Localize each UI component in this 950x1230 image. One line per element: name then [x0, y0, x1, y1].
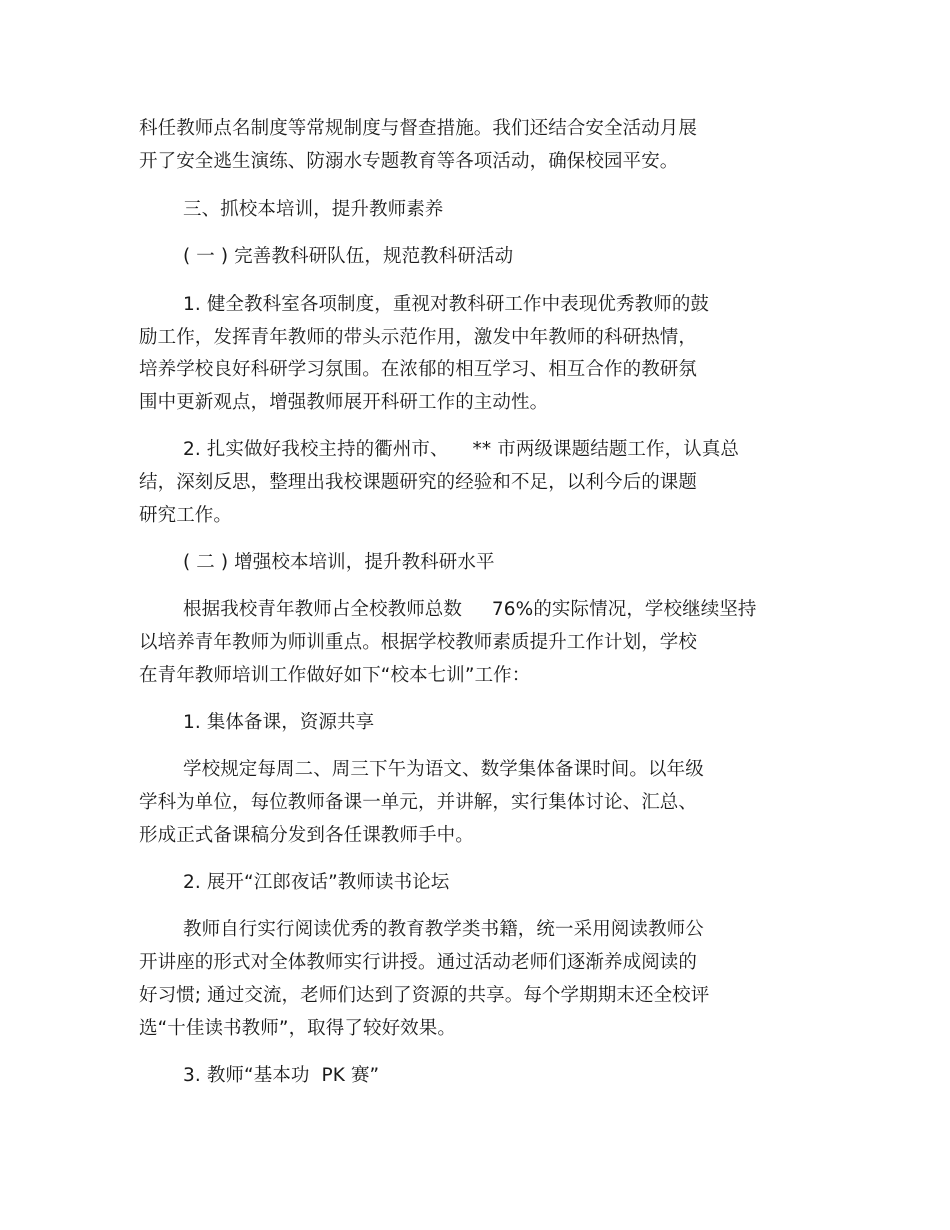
- text-line: 2. 扎实做好我校主持的衢州市、 ** 市两级课题结题工作，认真总: [183, 439, 740, 460]
- text-line: 学科为单位，每位教师备课一单元，并讲解，实行集体讨论、汇总、: [139, 792, 698, 813]
- section-heading: 三、抓校本培训，提升教师素养: [183, 199, 444, 220]
- text-line: 好习惯; 通过交流，老师们达到了资源的共享。每个学期期末还全校评: [139, 985, 710, 1006]
- subsection-heading: ( 一 ) 完善教科研队伍，规范教科研活动: [183, 246, 514, 267]
- list-item-heading: 3. 教师“基本功 PK 赛”: [183, 1065, 380, 1086]
- text-line: 教师自行实行阅读优秀的教育教学类书籍，统一采用阅读教师公: [183, 919, 704, 940]
- text-line: 结，深刻反思，整理出我校课题研究的经验和不足，以利今后的课题: [139, 472, 698, 493]
- text-line: 励工作，发挥青年教师的带头示范作用，激发中年教师的科研热情，: [139, 327, 698, 348]
- text-line: 形成正式备课稿分发到各任课教师手中。: [139, 825, 474, 846]
- text-line: 开了安全逃生演练、防溺水专题教育等各项活动，确保校园平安。: [139, 151, 679, 172]
- text-line: 1. 健全教科室各项制度，重视对教科研工作中表现优秀教师的鼓: [183, 294, 710, 315]
- text-line: 研究工作。: [139, 505, 233, 526]
- text-line: 围中更新观点，增强教师展开科研工作的主动性。: [139, 392, 549, 413]
- subsection-heading: ( 二 ) 增强校本培训，提升教科研水平: [183, 552, 495, 573]
- list-item-heading: 1. 集体备课，资源共享: [183, 712, 375, 733]
- list-item-heading: 2. 展开“江郎夜话”教师读书论坛: [183, 872, 450, 893]
- text-line: 开讲座的形式对全体教师实行讲授。通过活动老师们逐渐养成阅读的: [139, 952, 698, 973]
- text-line: 学校规定每周二、周三下午为语文、数学集体备课时间。以年级: [183, 759, 704, 780]
- text-line: 科任教师点名制度等常规制度与督查措施。我们还结合安全活动月展: [139, 118, 698, 139]
- text-line: 根据我校青年教师占全校教师总数 76%的实际情况，学校继续坚持: [183, 599, 757, 620]
- text-line: 以培养青年教师为师训重点。根据学校教师素质提升工作计划，学校: [139, 632, 698, 653]
- text-line: 培养学校良好科研学习氛围。在浓郁的相互学习、相互合作的教研氛: [139, 359, 698, 380]
- text-line: 选“十佳读书教师”，取得了较好效果。: [139, 1018, 456, 1039]
- text-line: 在青年教师培训工作做好如下“校本七训”工作：: [139, 665, 531, 686]
